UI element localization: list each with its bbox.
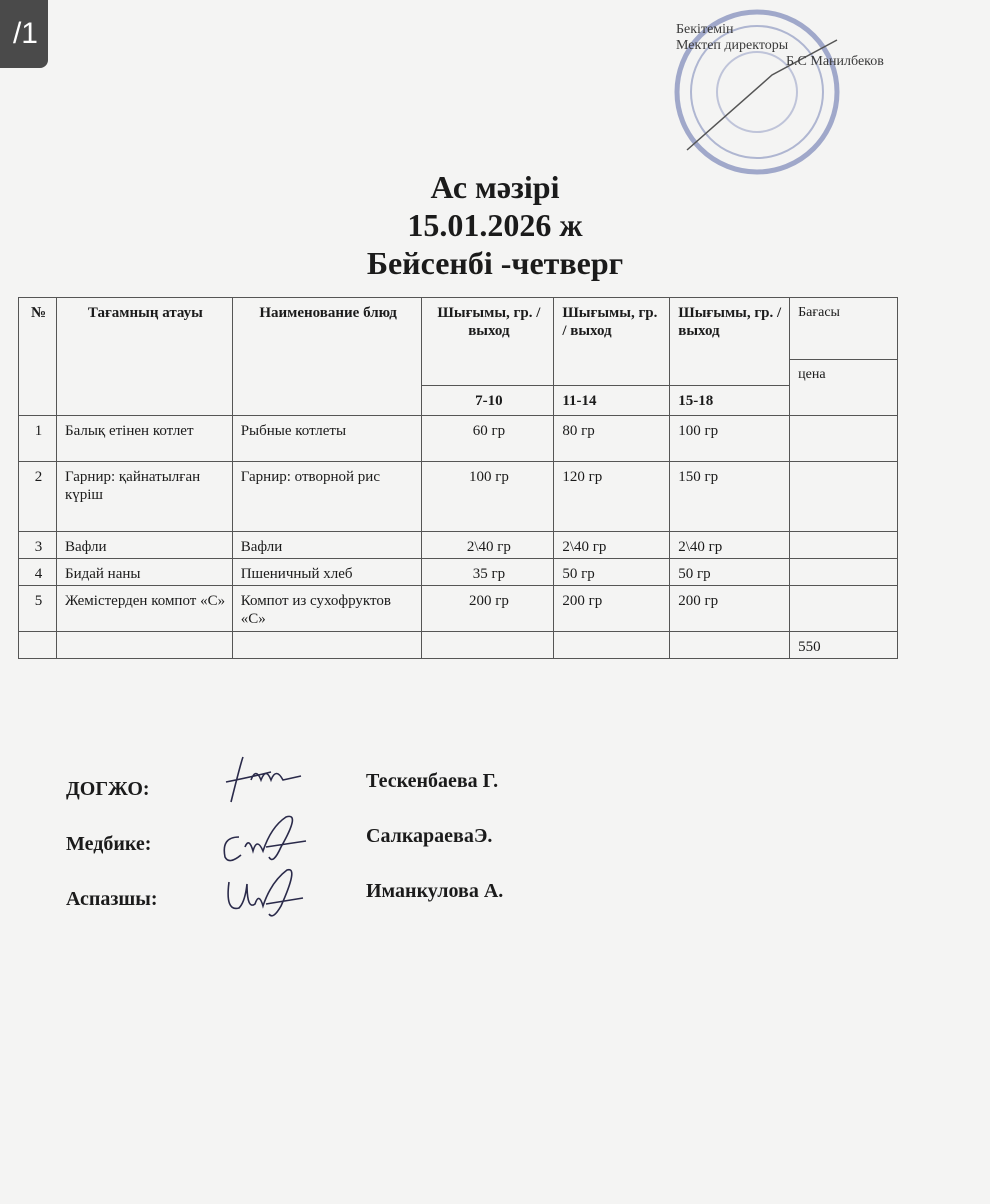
document-title-block <box>0 168 990 282</box>
row-yield-2: 50 гр <box>554 559 670 586</box>
row-yield-1: 200 гр <box>422 586 554 632</box>
row-num: 1 <box>19 416 57 462</box>
signature-name: СалкараеваЭ. <box>366 825 493 847</box>
signature-role: ДОГЖО: <box>66 778 150 800</box>
handwritten-signature <box>211 862 321 922</box>
row-num: 5 <box>19 586 57 632</box>
total-price: 550 <box>790 632 898 659</box>
row-yield-3: 50 гр <box>670 559 790 586</box>
row-num: 3 <box>19 532 57 559</box>
row-name-kz: Балық етінен котлет <box>56 416 232 462</box>
row-name-kz: Бидай наны <box>56 559 232 586</box>
document-title: Ас мәзірі <box>430 169 560 205</box>
signatures-block <box>66 770 666 935</box>
header-price-ru: цена <box>790 360 898 416</box>
table-row <box>19 416 898 462</box>
row-yield-1: 60 гр <box>422 416 554 462</box>
row-yield-3: 200 гр <box>670 586 790 632</box>
row-name-kz: Гарнир: қайнатылған күріш <box>56 462 232 532</box>
table-total-row <box>19 632 898 659</box>
signature-role: Медбике: <box>66 833 152 855</box>
approval-line2: Мектеп директоры <box>676 38 789 53</box>
header-yield-1: Шығымы, гр. / выход <box>422 298 554 386</box>
row-price <box>790 416 898 462</box>
handwritten-signature <box>211 807 321 867</box>
document-day: Бейсенбі -четверг <box>366 245 624 281</box>
table-row <box>19 586 898 632</box>
row-yield-1: 2\40 гр <box>422 532 554 559</box>
signature-name: Иманкулова А. <box>366 880 504 902</box>
row-price <box>790 532 898 559</box>
signature-name: Тескенбаева Г. <box>366 770 499 792</box>
row-yield-2: 120 гр <box>554 462 670 532</box>
row-price <box>790 559 898 586</box>
table-row <box>19 559 898 586</box>
row-name-ru: Пшеничный хлеб <box>232 559 422 586</box>
row-name-kz: Вафли <box>56 532 232 559</box>
approval-line3: Б.С Манилбеков <box>786 54 884 69</box>
row-yield-2: 2\40 гр <box>554 532 670 559</box>
signature-role: Аспазшы: <box>66 888 158 910</box>
approval-block <box>676 22 966 70</box>
table-row <box>19 462 898 532</box>
row-yield-1: 35 гр <box>422 559 554 586</box>
row-yield-2: 200 гр <box>554 586 670 632</box>
header-age-1: 7-10 <box>422 386 554 416</box>
signature-row <box>66 825 666 880</box>
row-yield-1: 100 гр <box>422 462 554 532</box>
menu-table <box>18 297 898 659</box>
document-date: 15.01.2026 ж <box>407 207 583 243</box>
header-age-2: 11-14 <box>554 386 670 416</box>
header-name-ru: Наименование блюд <box>232 298 422 416</box>
approval-line1: Бекітемін <box>676 22 734 37</box>
page-counter: /1 <box>0 0 48 68</box>
row-name-kz: Жемістерден компот «С» <box>56 586 232 632</box>
row-name-ru: Компот из сухофруктов «С» <box>232 586 422 632</box>
header-age-3: 15-18 <box>670 386 790 416</box>
header-price-kz: Бағасы <box>790 298 898 360</box>
table-row <box>19 532 898 559</box>
header-yield-3: Шығымы, гр. / выход <box>670 298 790 386</box>
row-yield-3: 150 гр <box>670 462 790 532</box>
signature-row <box>66 880 666 935</box>
row-name-ru: Гарнир: отворной рис <box>232 462 422 532</box>
row-num: 4 <box>19 559 57 586</box>
row-yield-2: 80 гр <box>554 416 670 462</box>
header-yield-2: Шығымы, гр. / выход <box>554 298 670 386</box>
row-yield-3: 100 гр <box>670 416 790 462</box>
row-price <box>790 462 898 532</box>
row-yield-3: 2\40 гр <box>670 532 790 559</box>
signature-row <box>66 770 666 825</box>
row-name-ru: Вафли <box>232 532 422 559</box>
handwritten-signature <box>211 752 321 812</box>
header-name-kz: Тағамның атауы <box>56 298 232 416</box>
row-num: 2 <box>19 462 57 532</box>
row-name-ru: Рыбные котлеты <box>232 416 422 462</box>
header-num: № <box>19 298 57 416</box>
row-price <box>790 586 898 632</box>
table-header-row <box>19 298 898 360</box>
